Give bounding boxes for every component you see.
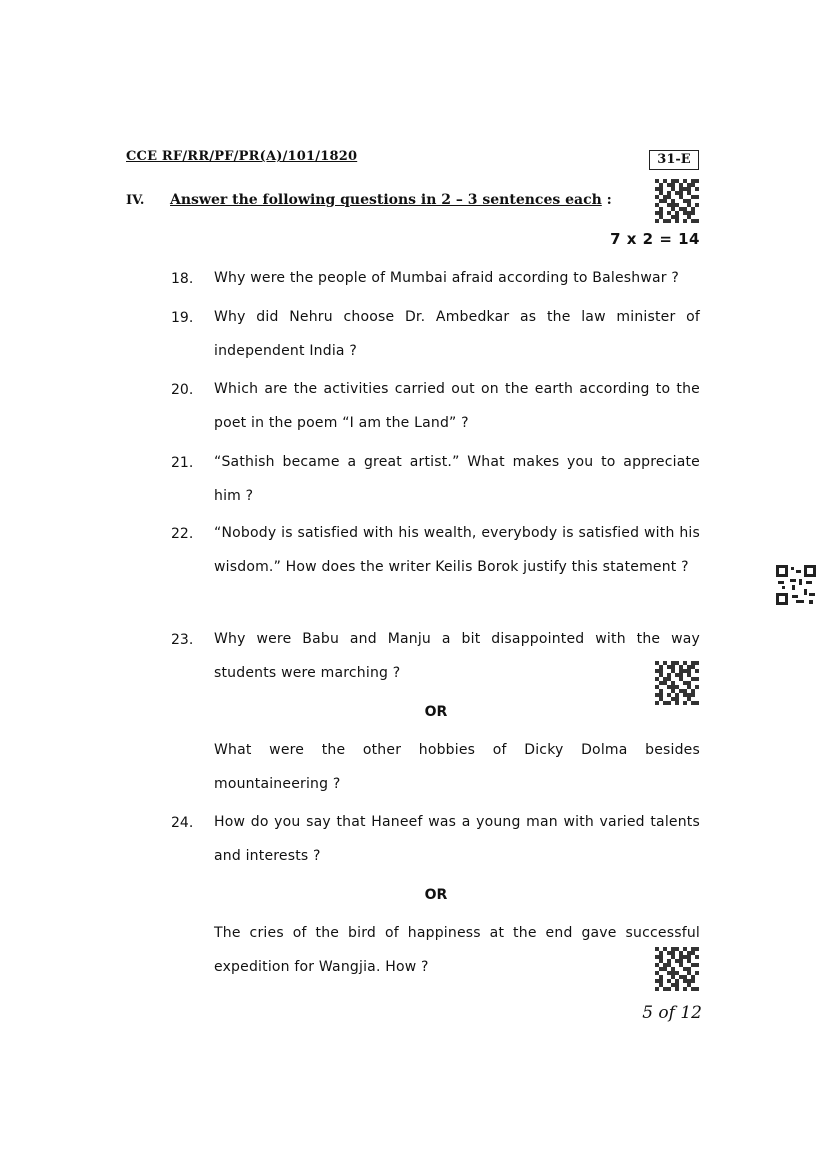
question-number: 22. (171, 526, 194, 542)
page-number: 5 of 12 (642, 1003, 702, 1023)
question-number: 19. (171, 310, 194, 326)
qr-code-icon (655, 947, 699, 991)
question-number: 21. (171, 455, 194, 471)
section-marks: 7 x 2 = 14 (610, 230, 700, 248)
question-number: 20. (171, 382, 194, 398)
question-text: “Nobody is satisfied with his wealth, everybody is satisfied with his wisdom.” How does the writer Keilis Borok justify this statement ? (214, 525, 700, 575)
qr-code-icon (776, 565, 816, 605)
question-text: How do you say that Haneef was a young man with varied talents and interests ? (214, 814, 700, 864)
question-text: Why did Nehru choose Dr. Ambedkar as the law minister of independent India ? (214, 309, 700, 359)
section-instruction (170, 192, 612, 208)
question-number: 24. (171, 815, 194, 831)
section-instruction-text: Answer the following questions in 2 – 3 sentences each (170, 192, 602, 208)
question-number: 23. (171, 632, 194, 648)
question-text: “Sathish became a great artist.” What makes you to appreciate him ? (214, 454, 700, 504)
question-text: Why were the people of Mumbai afraid according to Baleshwar ? (214, 270, 680, 286)
qr-code-icon (655, 179, 699, 223)
question-text: Which are the activities carried out on the earth according to the poet in the poem “I am the Land” ? (214, 381, 700, 431)
or-separator: OR (424, 704, 448, 720)
section-number: IV. (126, 193, 145, 208)
section-instruction-colon: : (606, 192, 612, 208)
alternative-question-text: What were the other hobbies of Dicky Dolma besides mountaineering ? (214, 742, 700, 792)
question-text: Why were Babu and Manju a bit disappointed with the way students were marching ? (214, 631, 700, 681)
paper-code: CCE RF/RR/PF/PR(A)/101/1820 (126, 149, 358, 164)
question-number: 18. (171, 271, 194, 287)
or-separator: OR (424, 887, 448, 903)
qr-code-icon (655, 661, 699, 705)
subject-code-box: 31-E (649, 150, 699, 170)
alternative-question-text: The cries of the bird of happiness at the end gave successful expedition for Wangjia. How ? (214, 925, 700, 975)
